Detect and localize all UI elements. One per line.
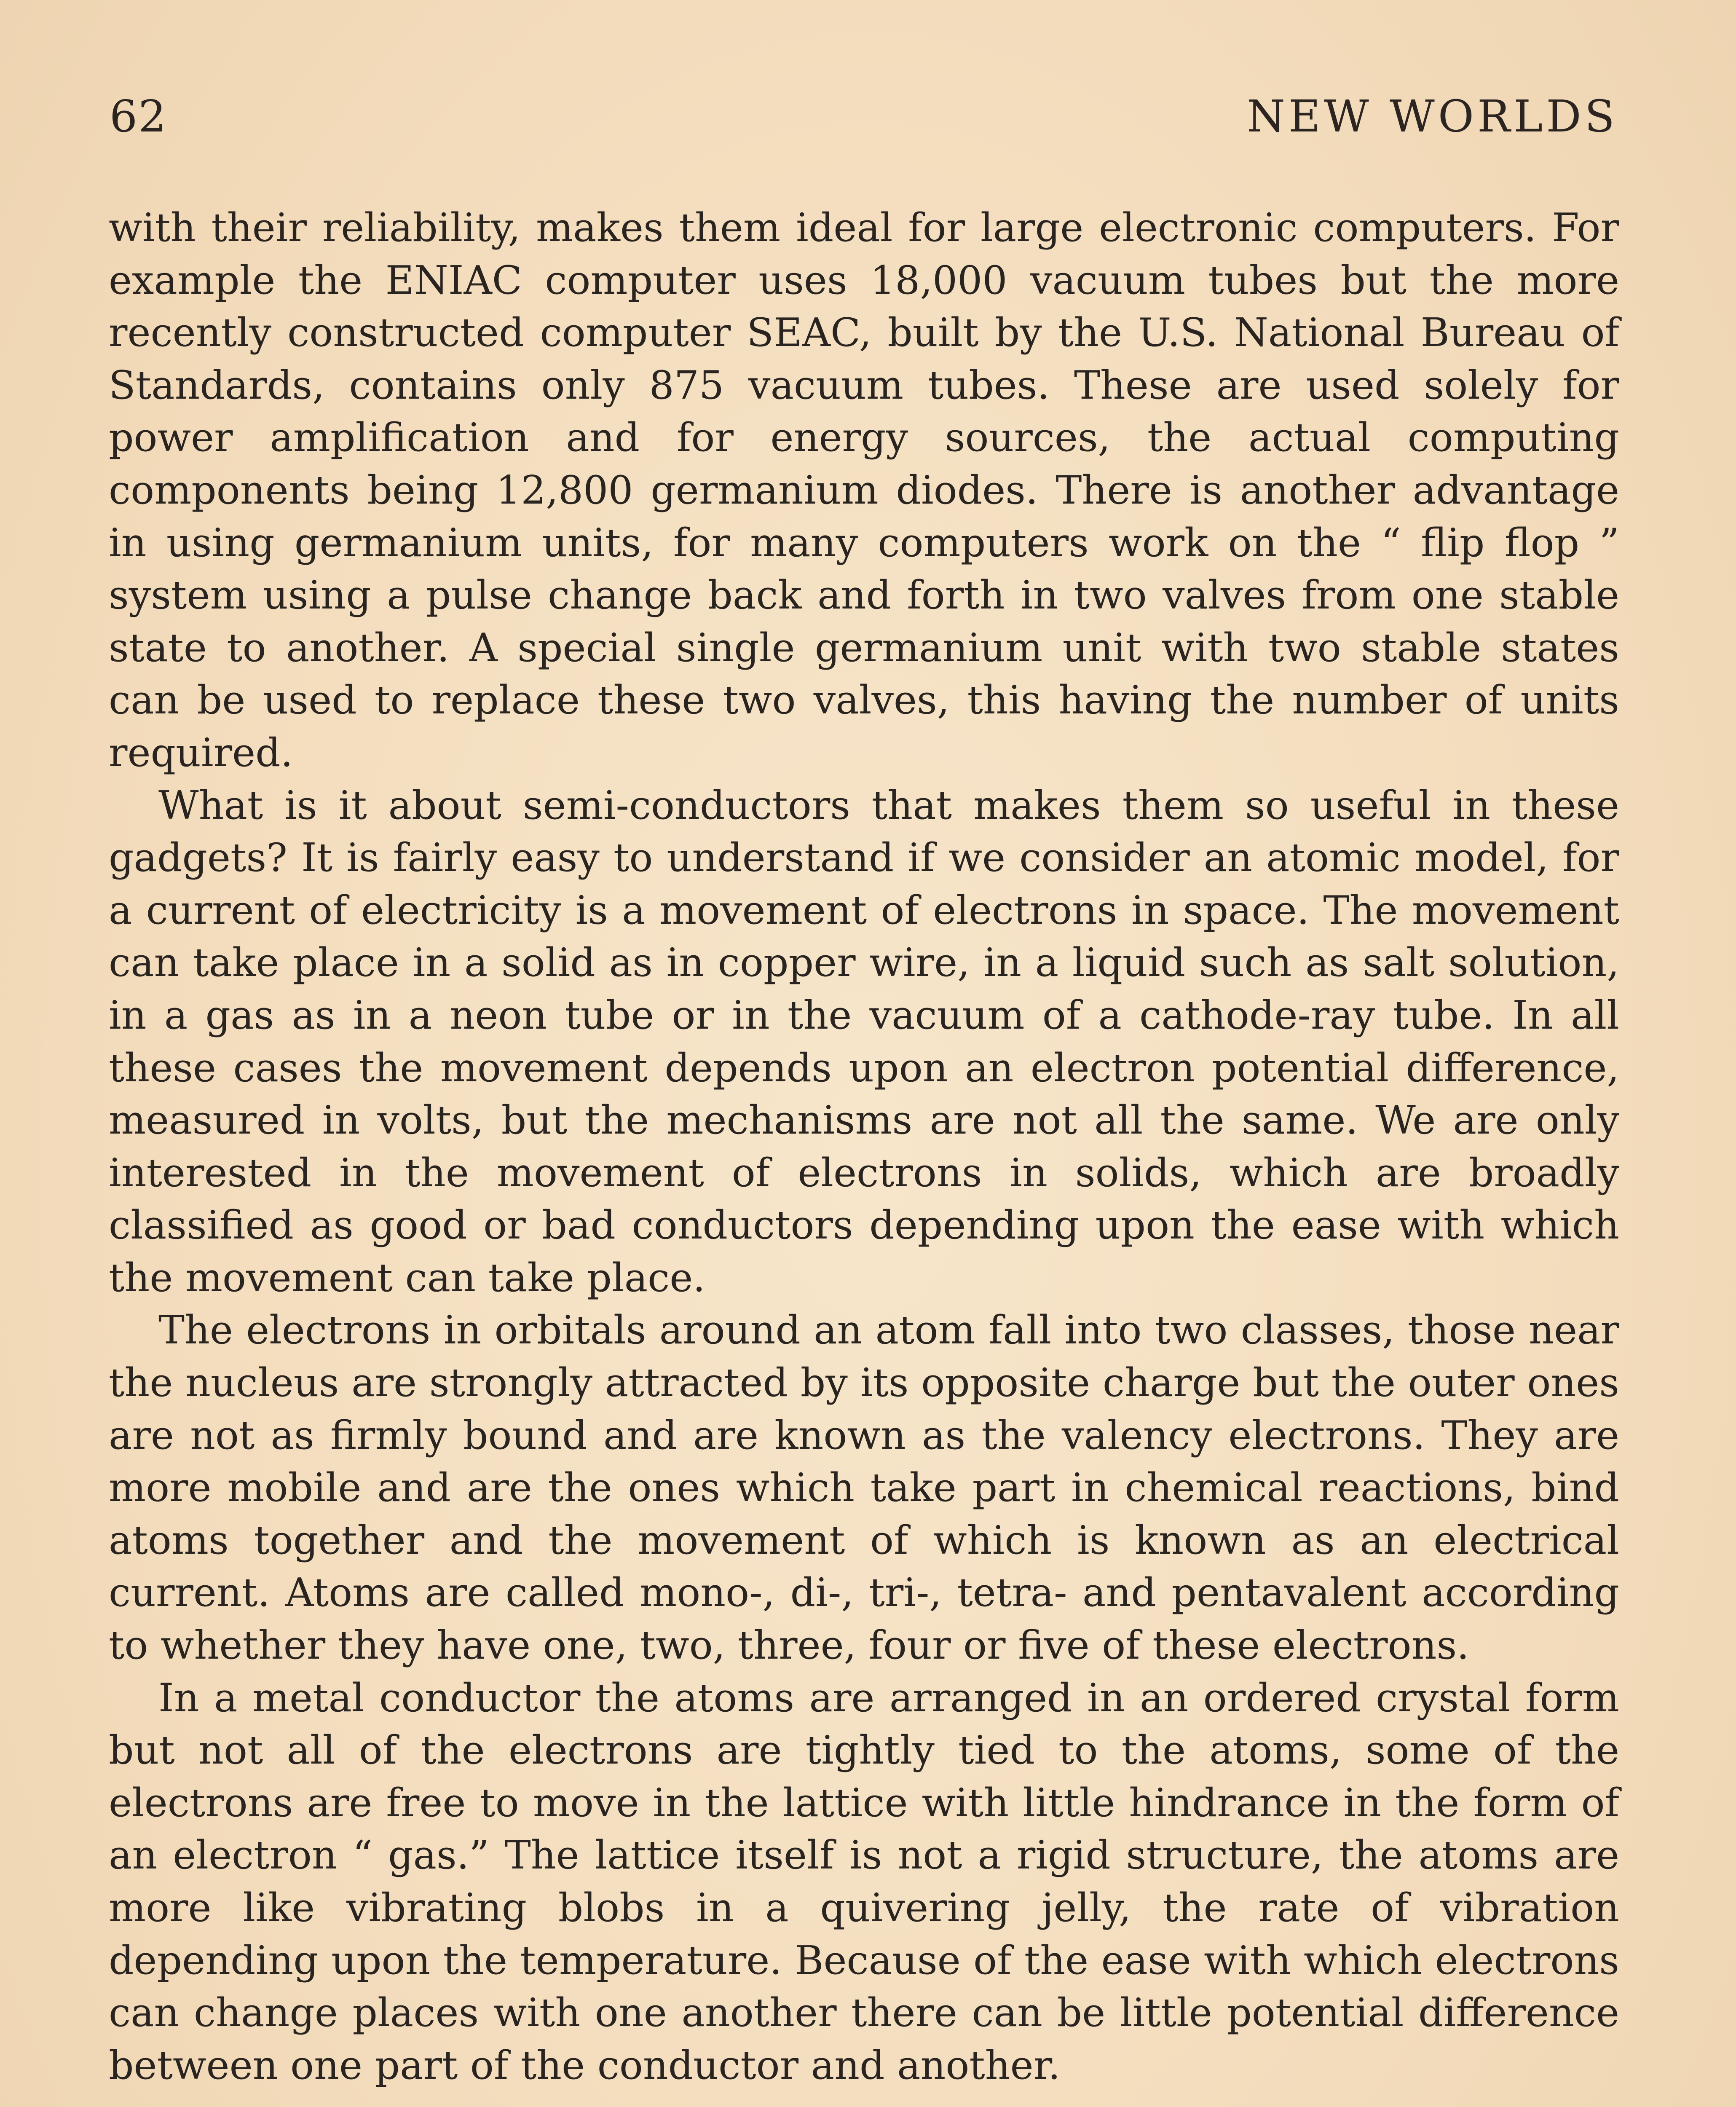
paragraph-4: In a metal conductor the atoms are arranged in an ordered crystal form but not all of the electrons are tightly tied to the atoms, some of the electrons are free to move in the lattice with little hindrance in the form of an electron “ gas.” The lattice itself is not a rigid structure, the atoms are more like vibrating blobs in a quivering jelly, the rate of vibration depending upon the temperature. Because of the ease with which electrons can change places with one another there can be little potential difference between one part of the conductor and another. [109,1675,1619,2088]
paragraph-1: with their reliability, makes them ideal for large electronic computers. For example the ENIAC computer uses 18,000 vacuum tubes but the more recently constructed computer SEAC, built by the U.S. National Bureau of Standards, contains only 875 vacuum tubes. These are used solely for power amplification and for energy sources, the actual computing components being 12,800 germanium diodes. There is another advantage in using germanium units, for many computers work on the “ flip flop ” system using a pulse change back and forth in two valves from one stable state to another. A special single germanium unit with two stable states can be used to replace these two valves, this having the number of units required. [109,205,1619,775]
paragraph-2: What is it about semi-conductors that makes them so useful in these gadgets? It is fairly easy to understand if we consider an atomic model, for a current of electricity is a movement of electrons in space. The movement can take place in a solid as in copper wire, in a liquid such as salt solution, in a gas as in a neon tube or in the vacuum of a cathode-ray tube. In all these cases the movement depends upon an electron potential difference, measured in volts, but the mechanisms are not all the same. We are only interested in the movement of electrons in solids, which are broadly classified as good or bad conductors depending upon the ease with which the movement can take place. [109,782,1619,1300]
paragraph-3: The electrons in orbitals around an atom fall into two classes, those near the nucleus are strongly attracted by its opposite charge but the outer ones are not as firmly bound and are known as the valency electrons. They are more mobile and are the ones which take part in chemical reactions, bind atoms together and the movement of which is known as an electrical current. Atoms are called mono-, di-, tri-, tetra- and pentavalent according to whether they have one, two, three, four or five of these electrons. [109,1307,1619,1668]
article-body [109,201,1619,2107]
page-header [110,91,1618,150]
running-head: NEW WORLDS [1246,91,1618,142]
page-number: 62 [110,91,167,142]
